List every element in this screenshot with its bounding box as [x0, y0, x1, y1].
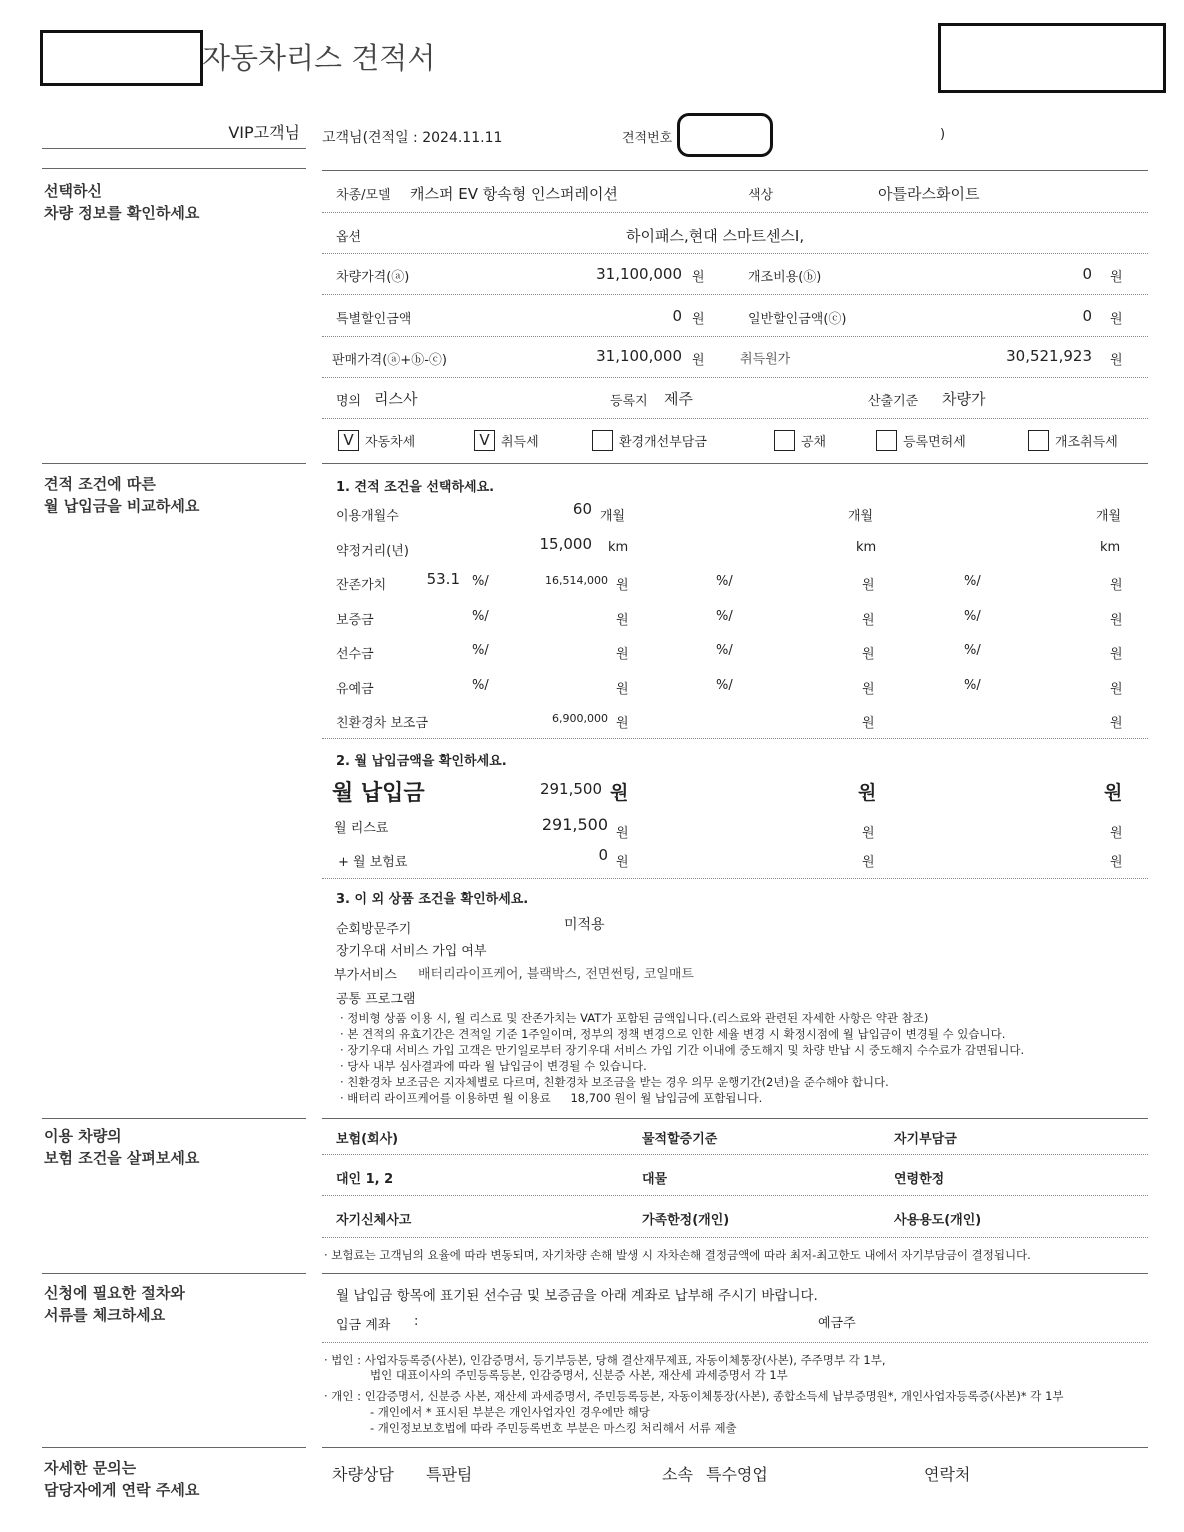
check-label: 공채: [801, 435, 827, 450]
monthly-payment-label: 월 납입금: [332, 781, 425, 806]
check-env-charge[interactable]: [592, 431, 707, 453]
owner-label: 명의: [336, 394, 362, 409]
acquisition-cost-value: 30,521,923: [1006, 347, 1092, 365]
residual-pct: 53.1: [426, 570, 460, 588]
step2-title: 2. 월 납입금액을 확인하세요.: [336, 754, 507, 769]
won: 원: [616, 682, 629, 697]
won: 원: [1110, 312, 1123, 327]
won: 원: [692, 270, 705, 285]
pct-unit: %/: [472, 643, 489, 658]
won: 원: [1110, 716, 1123, 731]
divider: [322, 1447, 1148, 1448]
option-label: 옵션: [336, 230, 362, 245]
term-label: 이용개월수: [336, 509, 399, 524]
price-value: 31,100,000: [596, 265, 682, 283]
color-value: 아틀라스화이트: [878, 185, 980, 203]
pct-unit: %/: [716, 574, 733, 589]
quote-number-close: ): [940, 127, 946, 142]
divider: [42, 168, 306, 169]
battery-fee: 18,700: [570, 1091, 611, 1105]
ins-r2c1: 대인 1, 2: [336, 1172, 394, 1187]
divider: [322, 336, 1148, 337]
mod-value: 0: [1082, 265, 1092, 283]
divider: [42, 1118, 306, 1119]
account-colon: :: [414, 1314, 419, 1329]
individual-docs: - 개인정보보호법에 따라 주민등록번호 부분은 마스킹 처리해서 서류 제출: [370, 1421, 737, 1435]
divider: [322, 1154, 1148, 1155]
check-bond[interactable]: [774, 431, 826, 453]
model-value: 캐스퍼 EV 항속형 인스퍼레이션: [410, 185, 618, 203]
note: · 친환경차 보조금은 지자체별로 다르며, 친환경차 보조금을 받는 경우 의무 운행기간(2년)을 준수해야 합니다.: [340, 1075, 889, 1089]
divider: [42, 148, 306, 149]
ins-r3c3: 사용용도(개인): [894, 1213, 982, 1228]
month-unit: 개월: [600, 509, 626, 524]
ins-r2c3: 연령한정: [894, 1172, 945, 1187]
month-unit: 개월: [848, 509, 874, 524]
corp-docs: 법인 대표이사의 주민등록등본, 인감증명서, 신분증 사본, 재산세 과세증명서 각 1부: [370, 1368, 788, 1382]
won: 원: [862, 826, 875, 841]
visit-value: 미적용: [564, 917, 605, 933]
checkbox-icon: [774, 430, 795, 451]
won: 원: [1110, 613, 1123, 628]
divider: [322, 377, 1148, 378]
won: 원: [610, 782, 629, 804]
check-label: 환경개선부담금: [619, 435, 707, 450]
won: 원: [1110, 682, 1123, 697]
dept-value: 특수영업: [706, 1465, 768, 1484]
price-label: 차량가격(ⓐ): [336, 270, 410, 285]
check-car-tax[interactable]: [338, 431, 415, 453]
consult-label: 차량상담: [332, 1465, 394, 1484]
note: · 본 견적의 유효기간은 견적일 기준 1주일이며, 정부의 정책 변경으로 인한 세율 변경 시 확정시점에 월 납입금이 변경될 수 있습니다.: [340, 1027, 1006, 1041]
basis-label: 산출기준: [868, 394, 919, 409]
won: 원: [616, 716, 629, 731]
quote-date: 고객님(견적일 : 2024.11.11: [322, 130, 503, 146]
section-vehicle-label: 선택하신 차량 정보를 확인하세요: [44, 182, 200, 222]
divider: [322, 253, 1148, 254]
month-unit: 개월: [1096, 509, 1122, 524]
pct-unit: %/: [964, 609, 981, 624]
page-title: 자동차리스 견적서: [202, 41, 436, 75]
individual-docs: - 개인에서 * 표시된 부분은 개인사업자인 경우에만 해당: [370, 1405, 650, 1419]
insurance-fee-value: 0: [598, 846, 608, 864]
redacted-box-right: [938, 23, 1166, 93]
step1-title: 1. 견적 조건을 선택하세요.: [336, 480, 495, 495]
pct-unit: %/: [964, 678, 981, 693]
pct-unit: %/: [716, 643, 733, 658]
special-discount-label: 특별할인금액: [336, 312, 412, 327]
pct-unit: %/: [472, 574, 489, 589]
account-label: 입금 계좌: [336, 1318, 391, 1333]
registration-value: 제주: [664, 390, 693, 408]
sale-price-value: 31,100,000: [596, 347, 682, 365]
insurance-note: · 보험료는 고객님의 요율에 따라 변동되며, 자기차량 손해 발생 시 자차손해 결정금액에 따라 최저-최고한도 내에서 자기부담금이 결정됩니다.: [324, 1248, 1031, 1262]
won: 원: [616, 826, 629, 841]
note-text: 원이 월 납입금에 포함됩니다.: [614, 1091, 763, 1105]
ins-r1c2: 물적할증기준: [642, 1132, 718, 1147]
divider: [322, 170, 1148, 171]
checkbox-icon: [876, 430, 897, 451]
won: 원: [862, 855, 875, 870]
won: 원: [1104, 782, 1123, 804]
holder-label: 예금주: [818, 1316, 856, 1331]
eco-subsidy-label: 친환경차 보조금: [336, 716, 429, 731]
km-unit: km: [856, 540, 877, 555]
divider: [322, 418, 1148, 419]
ins-r1c3: 자기부담금: [894, 1132, 957, 1147]
check-label: 등록면허세: [903, 435, 966, 450]
insurance-fee-label: + 월 보험료: [338, 855, 408, 870]
won: 원: [862, 716, 875, 731]
residual-amount: 16,514,000: [545, 574, 608, 587]
divider: [322, 294, 1148, 295]
redacted-box-left: [40, 30, 203, 86]
check-label: 취득세: [501, 435, 539, 450]
registration-label: 등록지: [610, 394, 648, 409]
won: 원: [692, 353, 705, 368]
distance-label: 약정거리(년): [336, 544, 409, 559]
won: 원: [1110, 578, 1123, 593]
divider: [322, 738, 1148, 739]
won: 원: [616, 647, 629, 662]
common-program-label: 공통 프로그램: [336, 992, 416, 1007]
color-label: 색상: [748, 188, 774, 203]
km-unit: km: [1100, 540, 1121, 555]
model-label: 차종/모델: [336, 188, 391, 203]
option-value: 하이패스,현대 스마트센스I,: [626, 227, 805, 245]
won: 원: [616, 613, 629, 628]
divider: [322, 1342, 1148, 1343]
won: 원: [692, 312, 705, 327]
ins-r3c1: 자기신체사고: [336, 1213, 412, 1228]
reserve-label: 유예금: [336, 682, 374, 697]
owner-value: 리스사: [374, 390, 418, 408]
corp-docs: · 법인 : 사업자등록증(사본), 인감증명서, 등기부등본, 당해 결산재무제표, 자동이체통장(사본), 주주명부 각 1부,: [324, 1353, 886, 1367]
checkbox-icon: [1028, 430, 1049, 451]
check-label: 자동차세: [365, 435, 416, 450]
eco-subsidy-value: 6,900,000: [552, 712, 608, 725]
note: [340, 1090, 762, 1106]
checkbox-icon: V: [338, 430, 359, 451]
lease-fee-value: 291,500: [541, 815, 608, 834]
section-procedure-label: 신청에 필요한 절차와 서류를 체크하세요: [44, 1284, 185, 1324]
addon-value: 배터리라이프케어, 블랙박스, 전면썬팅, 코일매트: [418, 967, 694, 982]
check-mod-tax[interactable]: [1028, 431, 1118, 453]
divider: [42, 463, 306, 464]
individual-docs: · 개인 : 인감증명서, 신분증 사본, 재산세 과세증명서, 주민등록등본, 자동이체통장(사본), 종합소득세 납부증명원*, 개인사업자등록증(사본)* 각 1부: [324, 1389, 1064, 1403]
won: 원: [1110, 855, 1123, 870]
note-text: · 배터리 라이프케어를 이용하면 월 이용료: [340, 1091, 551, 1105]
pct-unit: %/: [716, 678, 733, 693]
redacted-quote-number: [677, 113, 773, 157]
phone-label: 연락처: [924, 1465, 971, 1484]
mod-label: 개조비용(ⓑ): [748, 270, 822, 285]
dept-label: 소속: [662, 1465, 693, 1484]
longterm-label: 장기우대 서비스 가입 여부: [336, 944, 487, 959]
won: 원: [862, 682, 875, 697]
checkbox-icon: V: [474, 430, 495, 451]
won: 원: [1110, 353, 1123, 368]
divider: [322, 463, 1148, 464]
check-label: 개조취득세: [1055, 435, 1118, 450]
procedure-intro: 월 납입금 항목에 표기된 선수금 및 보증금을 아래 계좌로 납부해 주시기 바랍니다.: [336, 1288, 818, 1304]
checkbox-icon: [592, 430, 613, 451]
won: 원: [616, 578, 629, 593]
pct-unit: %/: [716, 609, 733, 624]
consult-value: 특판팀: [426, 1465, 473, 1484]
addon-label: 부가서비스: [334, 968, 397, 983]
advance-label: 선수금: [336, 647, 374, 662]
residual-label: 잔존가치: [336, 578, 387, 593]
won: 원: [616, 855, 629, 870]
section-contact-label: 자세한 문의는 담당자에게 연락 주세요: [44, 1459, 200, 1499]
distance-value: 15,000: [539, 535, 592, 553]
won: 원: [1110, 647, 1123, 662]
won: 원: [862, 647, 875, 662]
ins-r2c2: 대물: [642, 1172, 668, 1187]
pct-unit: %/: [964, 643, 981, 658]
divider: [322, 212, 1148, 213]
monthly-payment-value: 291,500: [539, 780, 602, 798]
divider: [42, 1447, 306, 1448]
divider: [322, 1273, 1148, 1274]
check-acquisition-tax[interactable]: [474, 431, 539, 453]
section-insurance-label: 이용 차량의 보험 조건을 살펴보세요: [44, 1127, 200, 1167]
step3-title: 3. 이 외 상품 조건을 확인하세요.: [336, 892, 529, 907]
won: 원: [862, 578, 875, 593]
divider: [322, 878, 1148, 879]
term-value: 60: [572, 500, 592, 518]
won: 원: [1110, 270, 1123, 285]
pct-unit: %/: [964, 574, 981, 589]
note: · 당사 내부 심사결과에 따라 월 납입금이 변경될 수 있습니다.: [340, 1059, 647, 1073]
note: · 장기우대 서비스 가입 고객은 만기일로부터 장기우대 서비스 가입 기간 이내에 중도해지 및 차량 반납 시 중도해지 수수료가 감면됩니다.: [340, 1043, 1025, 1057]
visit-label: 순회방문주기: [336, 922, 412, 937]
note: · 정비형 상품 이용 시, 월 리스료 및 잔존가치는 VAT가 포함된 금액입니다.(리스료와 관련된 자세한 사항은 약관 참조): [340, 1011, 929, 1025]
km-unit: km: [608, 540, 629, 555]
check-license-tax[interactable]: [876, 431, 966, 453]
won: 원: [1110, 826, 1123, 841]
special-discount-value: 0: [672, 307, 682, 325]
general-discount-label: 일반할인금액(ⓒ): [748, 312, 847, 327]
acquisition-cost-label: 취득원가: [740, 352, 791, 367]
divider: [42, 1273, 306, 1274]
pct-unit: %/: [472, 678, 489, 693]
divider: [322, 1118, 1148, 1119]
lease-fee-label: 월 리스료: [334, 821, 389, 836]
ins-r1c1: 보험(회사): [336, 1132, 399, 1147]
deposit-label: 보증금: [336, 613, 374, 628]
pct-unit: %/: [472, 609, 489, 624]
divider: [322, 1195, 1148, 1196]
quote-number-label: 견적번호: [622, 131, 673, 146]
section-conditions-label: 견적 조건에 따른 월 납입금을 비교하세요: [44, 475, 200, 515]
general-discount-value: 0: [1082, 307, 1092, 325]
won: 원: [862, 613, 875, 628]
divider: [322, 1237, 1148, 1238]
won: 원: [858, 782, 877, 804]
customer-name: VIP고객님: [228, 123, 300, 142]
sale-price-label: 판매가격(ⓐ+ⓑ-ⓒ): [332, 353, 447, 368]
basis-value: 차량가: [942, 390, 986, 408]
ins-r3c2: 가족한정(개인): [642, 1213, 730, 1228]
